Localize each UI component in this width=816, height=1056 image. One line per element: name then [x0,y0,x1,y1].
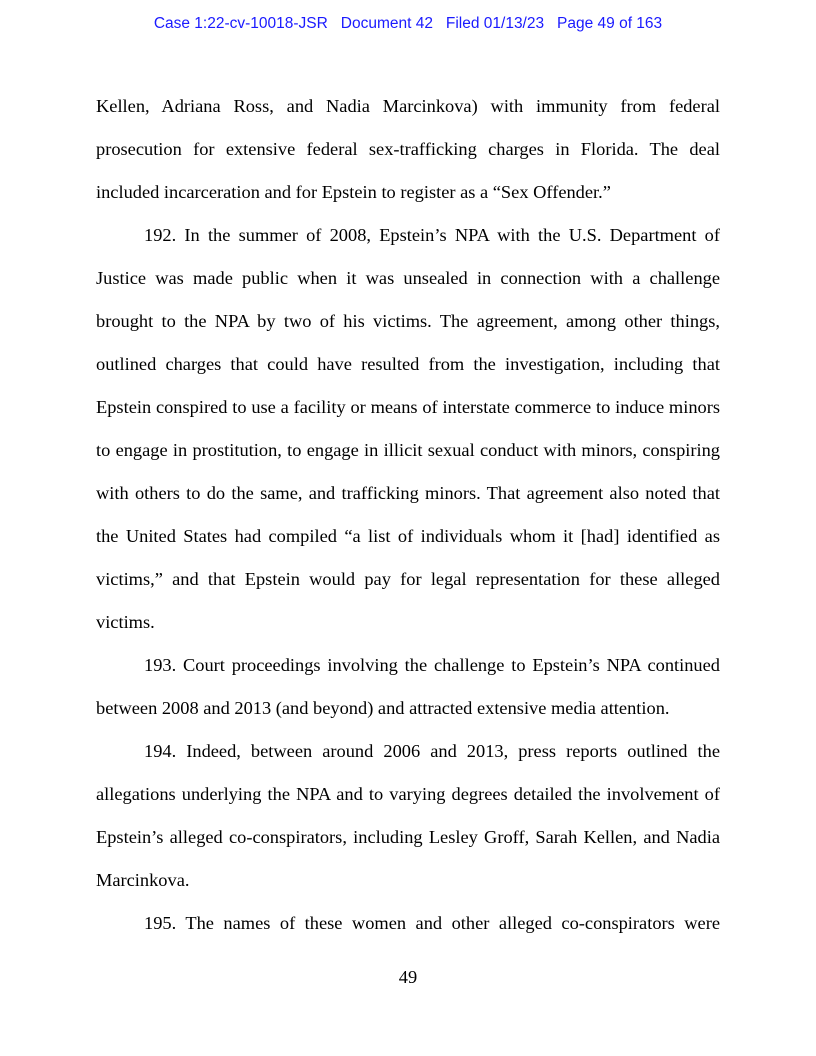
paragraph-195 [96,902,720,945]
document-body [96,85,720,945]
paragraph-192 [96,214,720,644]
paragraph-text: Indeed, between around 2006 and 2013, press reports outlined the allegations underlying the NPA and to varying degrees detailed the involvement of Epstein’s alleged co-conspirators, including Lesley Groff, Sarah Kellen, and Nadia Marcinkova. [96,741,720,890]
paragraph-text: In the summer of 2008, Epstein’s NPA with the U.S. Department of Justice was made public when it was unsealed in connection with a challenge brought to the NPA by two of his victims. The agreement, among other things, outlined charges that could have resulted from the investigation, including that Epstein conspired to use a facility or means of interstate commerce to induce minors to engage in prostitution, to engage in illicit sexual conduct with minors, conspiring with others to do the same, and trafficking minors. That agreement also noted that the United States had compiled “a list of individuals whom it [had] identified as victims,” and that Epstein would pay for legal representation for these alleged victims. [96,225,720,632]
case-header: Case 1:22-cv-10018-JSR Document 42 Filed 01/13/23 Page 49 of 163 [153,15,663,32]
page-number: 49 [398,967,418,987]
paragraph-text: The names of these women and other alleged co-conspirators were [185,913,720,933]
paragraph-number: 194. [144,741,177,761]
paragraph-194 [96,730,720,902]
paragraph-193 [96,644,720,730]
paragraph-number: 195. [144,913,177,933]
paragraph-number: 193. [144,655,177,675]
paragraph-text: Court proceedings involving the challenge to Epstein’s NPA continued between 2008 and 2013 (and beyond) and attracted extensive media attention. [96,655,720,718]
paragraph-number: 192. [144,225,177,245]
paragraph-continuation: Kellen, Adriana Ross, and Nadia Marcinkova) with immunity from federal prosecution for extensive federal sex-trafficking charges in Florida. The deal included incarceration and for Epstein to register as a “Sex Offender.” [96,96,720,202]
